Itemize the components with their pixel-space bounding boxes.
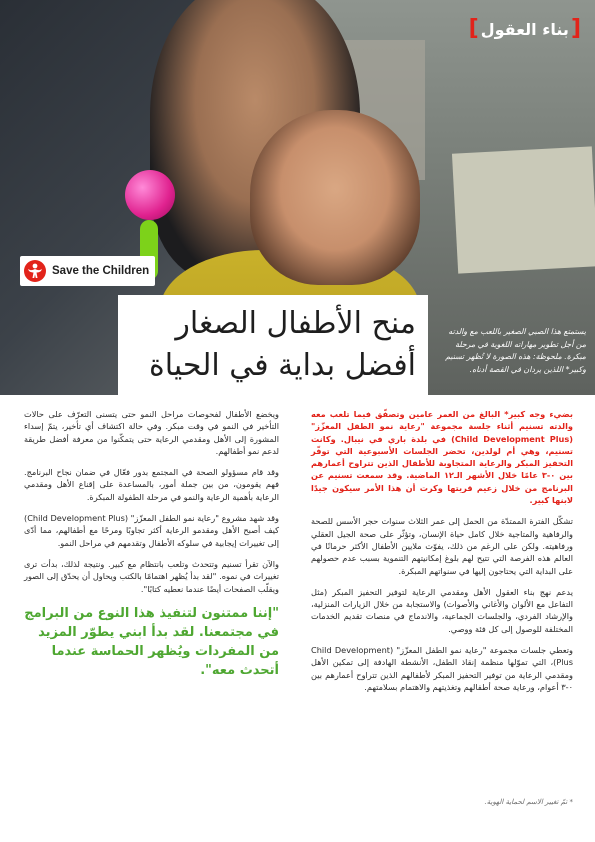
body-column-right — [311, 408, 573, 702]
bracket-close: ] — [468, 16, 479, 41]
footnote: * تمّ تغيير الاسم لحماية الهوية. — [484, 798, 573, 806]
body-paragraph: والآن تقرأ تسنيم وتتحدث وتلعب بانتظام مع كبير. ونتيجة لذلك، بدأت ترى تغييرات في نموه. "لقد بدأ يُظهر اهتمامًا بالكتب ويحاول أن يحدّق إلى الصور ويقلّب الصفحات أيضًا عندما نعطيه كتابًا". — [24, 558, 279, 594]
body-paragraph: وقد قام مسؤولو الصحة في المجتمع بدور فعّال في ضمان نجاح البرنامج. فهم يقومون، من بين جملة أمور، بالمساعدة على إقناع الأهل ومقدمي الرعاية بأهمية الرعاية والنمو في مرحلة الطفولة المبكرة. — [24, 467, 279, 502]
headline-line-2: أفضل بداية في الحياة — [149, 348, 416, 383]
pull-quote: "إننا ممتنون لتنفيذ هذا النوع من البرامج في مجتمعنا. لقد بدأ ابني يطوّر المزيد من المفردات ويُظهر الحماسة عندما أتحدث معه". — [24, 605, 279, 678]
body-paragraph: ويخضع الأطفال لفحوصات مراحل النمو حتى يتسنى التعرّف على حالات التأخير في النمو في وقت مبكر. وفي حالة اكتشاف أي تأخير، يتمّ إسداء المشورة إلى الأهل ومقدمي الرعاية حتى يتمكّنوا من معرفة أفضل طريقة لدعم نمو أطفالهم. — [24, 409, 279, 456]
headline-line-1: منح الأطفال الصغار — [175, 306, 416, 341]
save-the-children-logo — [20, 256, 155, 286]
photo-wall-chart — [452, 146, 595, 273]
body-paragraph: تشكّل الفترة الممتدّة من الحمل إلى عمر الثلاث سنوات حجر الأسس للصحة والرفاهية والمتاجية خلال كامل حياة الإنسان، وتؤثّر على صحة الجيل العقلي ورفاهيته. ولكن على الرغم من ذلك، يفوّت ملايين الأطفال الأكثر حرمانًا في العالم هذه الفرصة التي تتيح لهم بلوغ إمكانيتهم التنموية بسبب عدم حصولهم على البداية التي يحتاجون إليها في سنواتهم المبكرة. — [311, 516, 573, 576]
series-tag-text: بناء العقول — [480, 19, 569, 39]
bracket-open: [ — [570, 16, 581, 41]
photo-caption: يستمتع هذا الصبي الصغير باللعب مع والدته من أجل تطوير مهاراته اللغوية في مرحلة مبكرة. ملحوظة: هذه الصورة لا تُظهر تسنيم وكبير* اللذين يردان في القصة أدناه. — [445, 327, 586, 374]
child-figure-icon — [24, 260, 46, 282]
body-column-left — [24, 408, 279, 680]
logo-text: Save the Children — [52, 265, 150, 277]
footnote-block — [311, 792, 573, 817]
lead-paragraph: بضيء وجه كبير* البالغ من العمر عامين وتصفّق فيما تلعب معه والدته تسنيم أثناء جلسة مجموعة "رعاية نمو الطفل المعزّز" (Child Development Plus) في بلدة باري في نيبال. وكانت تسنيم، وهي أم لولدين، تحضر الجلسات الأسبوعية التي توفّر التحفيز المبكر والرعاية المتجاوبة للأطفال الذين تتراوح أعمارهم بين ٠-٣ عامًا خلال الأشهر الـ١٢ الماضية. وقد سمعت تسنيم عن البرنامج من خلال زعيم قريتها وكرت أن هذا الأمر سيكون جيدًا لابنها كبير. — [311, 409, 573, 506]
body-paragraph: يدعم نهج بناء العقول الأهل ومقدمي الرعاية لتوفير التحفيز المبكر (مثل التفاعل مع الألوان والأغاني والأصوات) والاستجابة من خلال الزيارات المنزلية، والإرشاد الفردي، والجلسات الجماعية، والاندماج في منصات تقديم الخدمات المختلفة للوصول إلى كل فئة ووصي. — [311, 586, 573, 634]
body-paragraph: وقد شهد مشروع "رعاية نمو الطفل المعزّز" (Child Development Plus) كيف أصبح الأهل ومقدمو الرعاية أكثر تجاوبًا ومرحًا مع أطفالهم، مما أدّى إلى تغييرات إيجابية في سلوكه الأطفال وتقدمهم في مراحل النمو. — [24, 513, 279, 548]
photo-child — [250, 110, 420, 285]
photo-toy-ball — [125, 170, 175, 220]
headline-box — [118, 295, 428, 395]
series-tag — [469, 18, 581, 40]
body-paragraph: وتعطي جلسات مجموعة "رعاية نمو الطفل المعزّز" (Child Development Plus)، التي تموّلها منظمة إنقاذ الطفل، الأنشطة الهادفة إلى تمكين الأهل ومقدمي الرعاية من توفير التحفيز المبكر لأطفالهم الذين تتراوح أعمارهم بين ٠-٣ أعوام، ورعاية صحة أطفالهم وتغذيتهم والاهتمام بسلامتهم. — [311, 645, 573, 692]
